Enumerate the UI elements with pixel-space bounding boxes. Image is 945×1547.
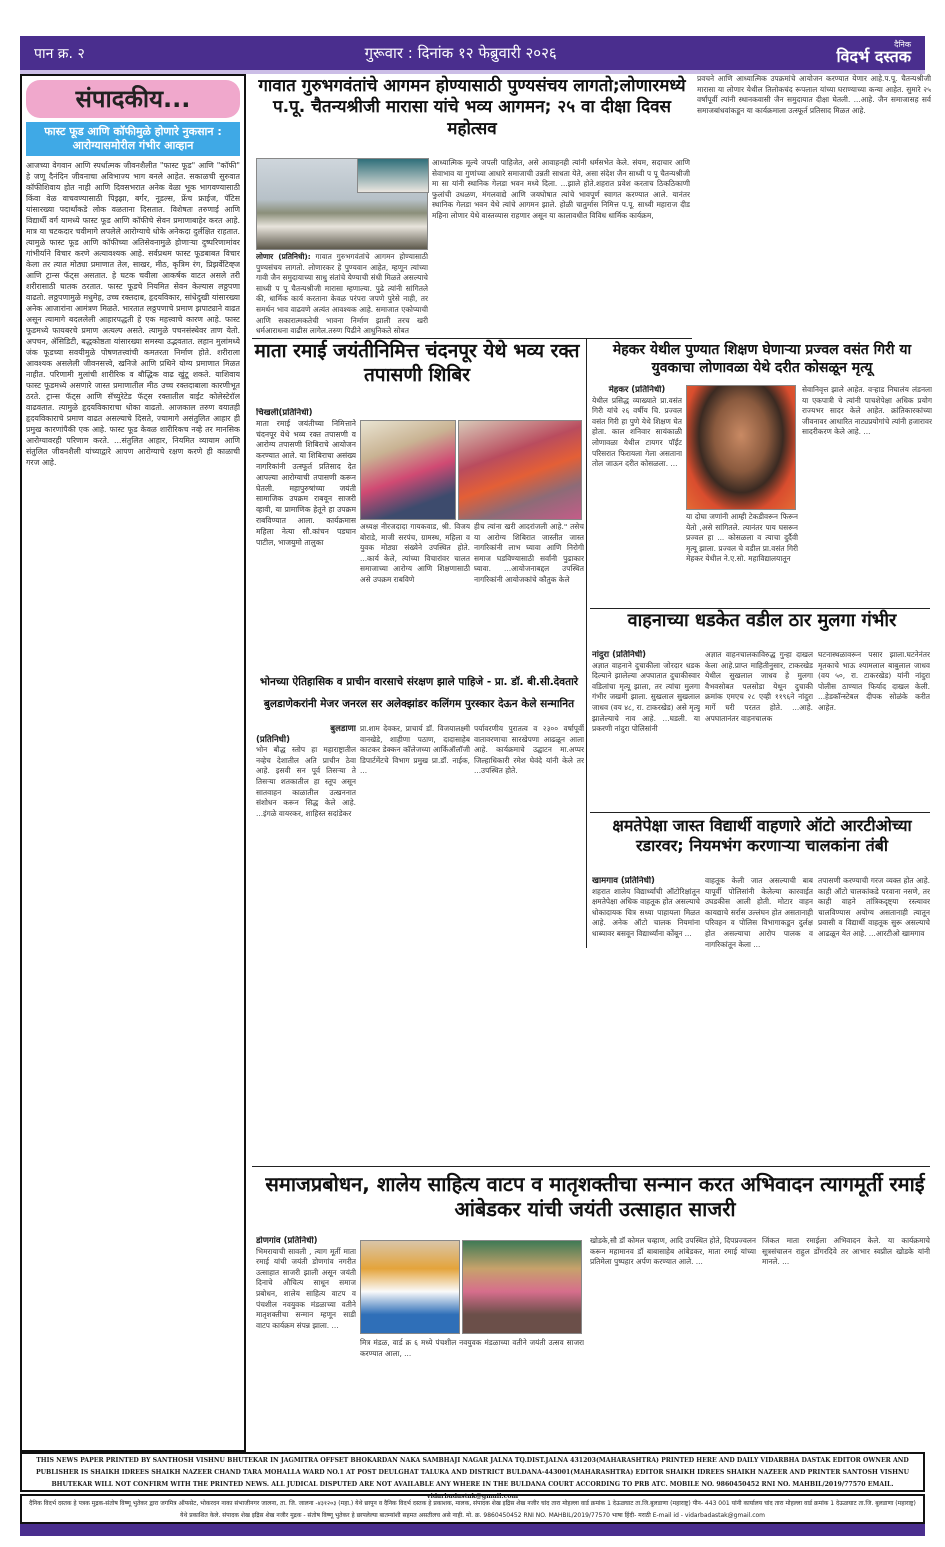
mehkar-col3: सेवानिवृत्त झाले आहेत. वऱ्हाड निघालंय लंडनला या एकपात्री चे त्यांनी पाचशेपेक्षा अधिक प्रयोग राज्यभर सादर केले आहेत. क्रांतिकारकांच्या जीवनावर आधारित नाट्यप्रयोगांचे त्यांनी हजारावर सादरीकरण केले आहे. ...	[802, 385, 932, 437]
bhon-col1: बुलडाणा (प्रतिनिधी) भोन बौद्ध स्तोप हा महाराष्ट्रातील नव्हेच देशातील अति प्राचीन ठेवा आहे. इसवी सन पूर्व तिसऱ्या ते तिसऱ्या शतकातील हा स्तूप असून सातवाहन काळातील उत्खननात संशोधन करून सिद्ध केले आहे. ...इंगळे वायरकर, शाहिस्त सदांडेकर	[256, 724, 356, 818]
auto-col3: तपासणी करण्याची गरज व्यक्त होत आहे. काही ऑटो चालकांकडे परवाना नसणे, तर काही वाहने तांत्रिकदृष्ट्या रस्त्यावर चालविण्यास अयोग्य असतानाही त्यातून प्रवासी व विद्यार्थी वाहतूक सुरू असल्याचे आढळून येत आहे. ...आरटीओ खामगाव	[818, 876, 930, 938]
issue-date: गुरूवार : दिनांक १२ फेब्रुवारी २०२६	[364, 44, 557, 62]
imprint-marathi: दैनिक विदर्भ दस्तक हे पत्रक मुद्रक-संतोष विष्णू भुतेकर द्वारा जगमित्र ऑफसेट, भोकरदन नाका संभाजीनगर जालना, ता. जि. जालना -४३१२०३ (महा.) येथे छापून व दैनिक विदर्भ दस्तक हे प्रकाशक, मालक, संपादक शेख इद्रिस शेख नजीर चांद तारा मोहल्ला वार्ड क्रमांक 1 देऊळघाट ता.जि.बुलडाणा (महाराष्ट्र) पीन- 443 001 यांनी कार्यालय चांद तारा मोहल्ला वार्ड क्रमांक 1 देऊळघाट ता.जि. बुलडाणा (महाराष्ट्र) येथे प्रकाशित केले. संपादक शेख इद्रिस शेख नजीर मुद्रक - संतोष विष्णू भुतेकर हे छापलेल्या बातम्यांशी सहमत असतीलच असे नाही. मो. क्र. 9860450452 RNI NO. MAHBIL/2019/77570 भाषा हिंदी- मराठी E-mail id - vidarbadastak@gmail.com	[20, 1494, 925, 1524]
headline-top: गावात गुरुभगवंतांचे आगमन होण्यासाठी पुण्यसंचय लागतो;लोणारमध्ये प.पू. चैतन्यश्रीजी मारासा यांचे भव्य आगमन; २५ वा दीक्षा दिवस महोत्सव	[258, 76, 686, 139]
top-article-col2: आध्यात्मिक मूल्ये जपली पाहिजेत, असे आवाहनही त्यांनी धर्मसभेत केले. संयम, सदाचार आणि सेवाभाव या गुणांच्या आधारे समाजाची उन्नती साधता येते, असा संदेश जैन साध्वी प पू चैतन्यश्रीजी मा सा यांनी स्थानिक गेलडा भवन मध्ये दिला. ...झाले होते.शहरात प्रवेश करताच ठिकठिकाणी फुलांची उधळण, मंगलवाद्ये आणि जयघोषात त्यांचे भावपूर्ण स्वागत करण्यात आले. यानंतर स्थानिक गेलडा भवन येथे त्यांचे आगमन झाले. होळी चातुर्मास निमित्त प.पू. साध्वी महाराज दीड महिना लोणार येथे वास्तव्यास राहणार असून या कालावधीत विविध धार्मिक कार्यक्रम,	[432, 158, 690, 220]
editorial-subtitle: फास्ट फूड आणि कॉफीमुळे होणारे नुकसान : आरोग्यासमोरील गंभीर आव्हान	[26, 122, 240, 156]
logo-name: विदर्भ दस्तक	[836, 47, 911, 66]
auto-col1: खामगाव (प्रतिनिधी) शहरात शालेय विद्यार्थ्यांची ऑटोरिक्षांतून क्षमतेपेक्षा अधिक वाहतूक होत असल्याचे धोकादायक चित्र सध्या पाहायला मिळत आहे. अनेक ऑटो चालक नियमांना धाब्यावर बसवून विद्यार्थ्यांना कोंबून ...	[592, 876, 700, 938]
photo-ramai-bouquet	[360, 420, 456, 520]
headline-auto-rto: क्षमतेपेक्षा जास्त विद्यार्थी वाहणारे ऑटो आरटीओच्या रडारवर; नियमभंग करणाऱ्या चालकांना तंबी	[612, 816, 912, 855]
photo-ramai-statue	[360, 1240, 460, 1334]
page-number: पान क्र. २	[34, 45, 85, 62]
editorial-title: संपादकीय...	[26, 80, 240, 118]
photo-blood-test	[458, 420, 582, 520]
auto-col2: वाहतूक केली जात असल्याची बाब यापूर्वी पोलिसांनी केलेल्या कारवाईत उघडकीस आली होती. मोटार वाहन कायद्याचे सर्रास उल्लंघन होत असतानाही परिवहन व पोलिस विभागाकडून दुर्लक्ष होत असल्याचा आरोप पालक व नागरिकांतून केला ...	[705, 876, 813, 949]
accident-col2: अज्ञात वाहनचालकाविरुद्ध गुन्हा दाखल केला आहे.प्राप्त माहितीनुसार, टाकरखेड येथील सुखलाल जाधव हे मुलगा वैभवसोबत पलसोडा येथून दुचाकी क्रमांक एमएच २८ एव्ही ११९६ने नांदुरा मार्गे घरी परतत होते. ...आहे. अपघातानंतर वाहनचालक	[705, 650, 813, 723]
divider	[252, 1166, 930, 1167]
column-divider	[586, 338, 587, 948]
photo-school-distribution	[462, 1240, 582, 1334]
headline-bhon-2: बुलडाणेकरांनी मेजर जनरल सर अलेक्झांडर कलिंगम पुरस्कार देऊन केले सन्मानित	[263, 698, 575, 710]
headline-ramai-jayanti: समाजप्रबोधन, शालेय साहित्य वाटप व मातृशक्तीचा सन्मान करत अभिवादन त्यागमूर्ती रमाई आंबेडकर यांची जयंती उत्साहात साजरी	[265, 1172, 925, 1221]
editorial-column	[20, 74, 246, 1452]
masthead-bar	[20, 36, 925, 70]
bottom-col2: मित्र मंडळ, वार्ड क्र ६ मध्ये पंचशील नवयुवक मंडळाच्या वतीने जयंती उत्सव साजरा करण्यात आला, ...	[360, 1338, 584, 1358]
mehkar-col1: मेहकर (प्रतिनिधी) येथील प्रसिद्ध व्याख्याते प्रा.वसंत गिरी यांचे २६ वर्षीय चि. प्रज्वल वसंत गिरी हा पुणे येथे शिक्षण घेत होता. काल शनिवार सायंकाळी लोणावळा येथील टायगर पॉईंट परिसरात फिरायला गेला असताना तोल जाऊन दरीत कोसळला. ...	[592, 385, 682, 469]
bhon-col3: पर्यावरणीय पुरातत्व व २३०० वर्षापूर्वी वातावरणाचा सारखेपणा आढळून आला आहे. कार्यक्रमाचे उद्घाटन मा.अप्पर जिल्हाधिकारी रमेश घेवंदे यांनी केले तर ...उपस्थित होते.	[474, 724, 584, 776]
ramai-col1: चिखली(प्रतिनिधी) माता रमाई जयंतीच्या निमित्ताने चंदनपूर येथे भव्य रक्त तपासणी व आरोग्य तपासणी शिबिराचे आयोजन करण्यात आले. या शिबिराचा असंख्य नागरिकांनी उत्स्फूर्त प्रतिसाद देत आपल्या आरोग्याची तपासणी करून घेतली. महापुरुषांच्या जयंती सामाजिक उपक्रम राबवून साजरी व्हावी, या प्रामाणिक हेतूने हा उपक्रम राबविण्यात आला. कार्यक्रमास महिला नेत्या सौ.कांचन पडघान पाटील, भाजयुमो तालुका	[256, 408, 356, 547]
divider	[590, 812, 930, 813]
ramai-col2: अध्यक्ष नीरजदादा गायकवाड, श्री. विजय बोराडे, माजी सरपंच, ग्रामस्थ, महिला व युवक मोठ्या संख्येने उपस्थित होते. ...कार्य केले, त्यांच्या विचारांवर चालत समाजाच्या आरोग्य आणि शिक्षणासाठी असे उपक्रम राबविणे	[360, 522, 470, 584]
bottom-col4: जिंकत माता रमाईला अभिवादन केले. या कार्यक्रमाचे सूत्रसंचालन राहुल डोंगरदिवे तर आभार स्वप्नील खोडके यांनी मानले. ...	[762, 1236, 930, 1267]
top-article-col3: प्रवचने आणि आध्यात्मिक उपक्रमांचे आयोजन करण्यात येणार आहे.प.पू. चैतन्यश्रीजी मारासा या लोणार येथील तिलोकचंद रूपलाल यांच्या घराण्याच्या कन्या आहेत. सुमारे २५ वर्षांपूर्वी त्यांनी स्थानकवासी जैन समुदायात दीक्षा घेतली. ...आहे. जैन समाजासह सर्व समाजबांधवांकडून या कार्यक्रमाला उत्स्फूर्त प्रतिसाद मिळत आहे.	[697, 74, 931, 115]
photo-lonar-sadhvis	[357, 158, 429, 193]
bhon-col2: प्रा.शाम देवकर, प्राचार्य डॉ. विजयालक्ष्मी वानखेडे, शाहीणा पठाण, दादासाहेब काटकर डेक्कन कॉलेजच्या आर्किऑलॉजी डिपार्टमेंटचे विभाग प्रमुख प्रा.डॉ. नाईक, ...	[360, 724, 470, 776]
accident-col3: घटनास्थळावरून पसार झाला.घटनेनंतर मृतकाचे भाऊ श्यामलाल बाबुलाल जाधव (वय ५०, रा. टाकरखेड) यांनी नांदुरा पोलीस ठाण्यात फिर्याद दाखल केली. ...हेडकॉन्स्टेबल दीपक सोळंके करीत आहेत.	[818, 650, 930, 712]
headline-bhon-1: भोनच्या ऐतिहासिक व प्राचीन वारसाचे संरक्षण झाले पाहिजे - प्रा. डॉ. बी.सी.देवतारे	[259, 676, 579, 688]
logo-small-text: दैनिक	[894, 40, 911, 49]
accident-col1: नांदुरा (प्रतिनिधी) अज्ञात वाहनाने दुचाकीला जोरदार धडक दिल्याने झालेल्या अपघातात दुचाकीस्वार वडिलांचा मृत्यू झाला, तर त्यांचा मुलगा गंभीर जखमी झाला. सुखलाल सुखलाल जाधव (वय ४८, रा. टाकरखेड) असे मृत्यू झालेल्याचे नाव आहे. ...घडली. या प्रकरणी नांदुरा पोलिसांनी	[592, 650, 700, 734]
ramai-col3: हीच त्यांना खरी आदरांजली आहे." तसेच या आरोग्य शिबिरात जास्तीत जास्त नागरिकांनी लाभ घ्यावा आणि निरोगी समाज घडविण्यासाठी सर्वांनी पुढाकार घ्यावा. ...आयोजनाबद्दल उपस्थित नागरिकांनी आयोजकांचे कौतुक केले	[474, 522, 584, 584]
divider	[590, 608, 930, 609]
photo-prajwal	[686, 385, 796, 510]
mehkar-col2: या दोघा जणांनी आम्ही टेकडीवरून फिरून येतो ,असे सांगितले. त्यानंतर पाय घसरून प्रज्वल हा ... कोसळला व त्याचा दुर्दैवी मृत्यू झाला. प्रज्वल चे वडील प्रा.वसंत गिरी मेहकर येथील ने.ए.सो. महाविद्यालयातून	[686, 512, 798, 564]
imprint-english: THIS NEWS PAPER PRINTED BY SANTHOSH VISHNU BHUTEKAR IN JAGMITRA OFFSET BHOKARDAN NAKA SAMBHAJI NAGAR JALNA TQ.DIST.JALNA 431203(MAHARASHTRA) PRINTED HERE AND DAILY VIDARBHA DASTAK EDITOR OWNER AND PUBLISHER IS SHAIKH IDREES SHAIKH NAZEER CHAND TARA MOHALLA WARD NO.1 AT POST DEULGHAT TALUKA AND DISTRICT BULDANA-443001(MAHARASHTRA) EDITOR SHAIKH IDREES SHAIKH NAZEER AND PRINTER SANTOSH VISHNU BHUTEKAR WILL NOT CONFIRM WITH THE PRINTED NEWS. ALL JUDICAL DISPUTED ARE NOT AVAILABLE ANY WHERE IN THE BULDANA COURT ACCORDING TO PRB ATC. MOBILE NO. 9860450452 RNI NO. MAHBIL/2019/77570 EMAIL. vidarbadastak@gmail.com	[20, 1452, 925, 1492]
headline-ramai: माता रमाई जयंतीनिमित्त चंदनपूर येथे भव्य रक्त तपासणी शिबिर	[254, 340, 580, 386]
newspaper-logo	[837, 41, 911, 65]
bottom-col3: खोडके,सौ डॉ कोमल चव्हाण, आदि उपस्थित होते, दिपप्रज्वलन करून महामानव डॉ बाबासाहेब आंबेडकर, माता रमाई यांच्या प्रतिमेला पुष्पहार अर्पण करण्यात आले. ...	[590, 1236, 756, 1267]
headline-accident: वाहनाच्या धडकेत वडील ठार मुलगा गंभीर	[627, 610, 897, 631]
footer-bar	[20, 1524, 925, 1536]
bottom-col1: डोणगांव (प्रतिनिधी) भिमरायाची सावली , त्याग मूर्ती माता रमाई यांची जयंती डोणगांव नगरीत उत्साहात साजरी झाली असून जयंती दिनाचे औचित्य साधून समाज प्रबोधन, शालेय साहित्य वाटप व पंचशील नवयुवक मंडळाच्या वतीने मातृशक्तीचा सन्मान म्हणून साडी वाटप कार्यक्रम संपन्न झाला. ...	[256, 1236, 356, 1330]
editorial-body: आजच्या वेगवान आणि स्पर्धात्मक जीवनशैलीत "फास्ट फूड" आणि "कॉफी" हे जणू दैनंदिन जीवनाचा अविभाज्य भाग बनले आहेत. सकाळची सुरुवात कॉफीशिवाय होत नाही आणि दिवसभरात अनेक वेळा भूक भागवण्यासाठी किंवा वेळ वाचवण्यासाठी पिझ्झा, बर्गर, नूडल्स, फ्रेंच फ्राईज, पॅटिस यांसारख्या पदार्थांकडे लोक वळताना दिसतात. विशेषतः तरुणाई आणि विद्यार्थी वर्ग यामध्ये फास्ट फूड आणि कॉफीचे सेवन प्रमाणाबाहेर करत आहे. मात्र या चटकदार चवीमागे लपलेले आरोग्याचे धोके अनेकदा दुर्लक्षित राहतात. त्यामुळे फास्ट फूड आणि कॉफीच्या अतिसेवनामुळे होणाऱ्या दुष्परिणामांवर गांभीर्याने विचार करणे अत्यावश्यक आहे. सर्वप्रथम फास्ट फूडबाबत विचार केला तर त्यात मोठ्या प्रमाणात तेल, साखर, मीठ, कृत्रिम रंग, प्रिझर्वेटिव्ह्ज आणि ट्रान्स फॅट्स असतात. हे घटक चवीला आकर्षक वाटत असले तरी शरीरासाठी घातक ठरतात. फास्ट फूडचे नियमित सेवन केल्यास लठ्ठपणा वाढतो. लठ्ठपणामुळे मधुमेह, उच्च रक्तदाब, हृदयविकार, सांधेदुखी यांसारख्या अनेक आजारांना आमंत्रण मिळते. भारतात लठ्ठपणाचे प्रमाण झपाट्याने वाढत असून त्यामागे बदललेली आहारपद्धती हे एक महत्त्वाचे कारण आहे. फास्ट फूडमध्ये फायबरचे प्रमाण अत्यल्प असते. त्यामुळे पचनसंस्थेवर ताण येतो. अपचन, ॲसिडिटी, बद्धकोष्ठता यांसारख्या समस्या उद्भवतात. लहान मुलांमध्ये जंक फूडच्या सवयीमुळे पोषणतत्त्वांची कमतरता निर्माण होते. शरीराला आवश्यक असलेली जीवनसत्त्वे, खनिजे आणि प्रथिने योग्य प्रमाणात मिळत नाहीत. परिणामी मुलांची शारीरिक व बौद्धिक वाढ खुंटू शकते. याशिवाय फास्ट फूडमध्ये असणारे जास्त प्रमाणातील मीठ उच्च रक्तदाबाला कारणीभूत ठरते. ट्रान्स फॅट्स आणि सॅच्युरेटेड फॅट्स रक्तातील वाईट कोलेस्टेरॉल वाढवतात. त्यामुळे हृदयविकाराचा धोका वाढतो. आजकाल तरुण वयातही हृदयविकाराचे प्रमाण वाढत असल्याचे दिसते, ज्यामागे असंतुलित आहार ही प्रमुख कारणांपैकी एक आहे. फास्ट फूड केवळ शारीरिकच नव्हे तर मानसिक आरोग्यावरही परिणाम करते. ...संतुलित आहार, नियमित व्यायाम आणि संतुलित जीवनशैली यांच्याद्वारे आपण आरोग्याचे रक्षण करणे ही काळाची गरज आहे.	[26, 161, 240, 467]
top-article-col1: लोणार (प्रतिनिधी): गावात गुरुभगवंतांचे आगमन होण्यासाठी पुण्यसंचय लागतो. लोणारकर हे पुण्यवान आहेत, म्हणून त्यांच्या गावी जैन समुदायाच्या साधु संतांचे येण्याची संधी मिळते असल्याचे साध्वी प पू चैतन्यश्रीजी मारासा म्हणाल्या. पुढे त्यांनी सांगितले की, धार्मिक कार्य करताना केवळ परंपरा जपणे पुरेसे नाही, तर समर्थन भाव वाढवणे अत्यंत आवश्यक आहे. समाजात एकोप्याची आणि सकारात्मकतेची भावना निर्माण झाली तरच खरी धर्मआराधना वाढीस लागेल.तरुण पिढीने आधुनिकते सोबत	[256, 252, 428, 336]
headline-mehkar: मेहकर येथील पुण्यात शिक्षण घेणाऱ्या प्रज्वल वसंत गिरी या युवकाचा लोणावळा येथे दरीत कोसळून मृत्यू	[612, 342, 912, 376]
divider	[252, 338, 692, 339]
